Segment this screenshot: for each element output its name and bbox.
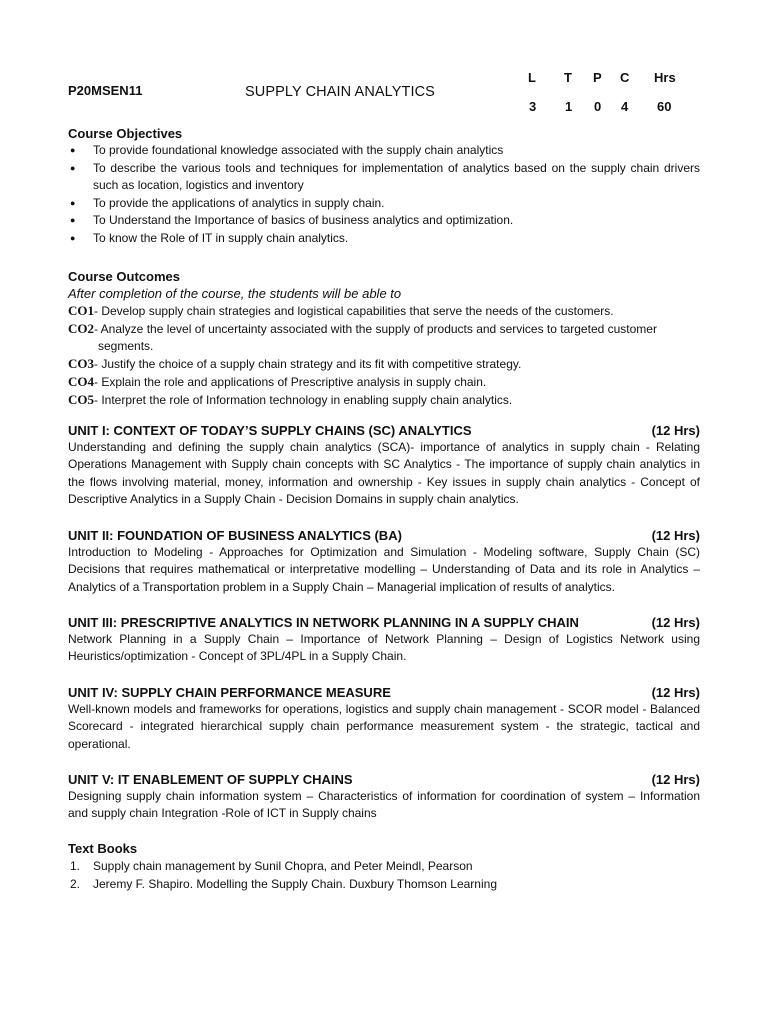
course-title: SUPPLY CHAIN ANALYTICS bbox=[245, 84, 435, 100]
unit-hours: (12 Hrs) bbox=[651, 772, 700, 787]
unit-header bbox=[68, 614, 700, 631]
outcome-code: CO4 bbox=[68, 374, 94, 389]
unit-body: Designing supply chain information system – Characteristics of information for coordination of system – Information and supply chain Integration -Role of ICT in Supply chains bbox=[68, 789, 700, 821]
text-books-section bbox=[68, 840, 700, 893]
unit-hours: (12 Hrs) bbox=[651, 615, 700, 630]
outcome-item bbox=[68, 355, 700, 373]
unit-title: UNIT III: PRESCRIPTIVE ANALYTICS IN NETWORK PLANNING IN A SUPPLY CHAIN bbox=[68, 615, 579, 630]
outcome-code: CO5 bbox=[68, 392, 94, 407]
unit-1-section bbox=[68, 422, 700, 508]
outcome-item bbox=[68, 391, 700, 409]
ltpc-value-p: 0 bbox=[594, 99, 602, 114]
unit-2-section bbox=[68, 527, 700, 596]
course-code: P20MSEN11 bbox=[68, 83, 143, 98]
objective-text: To provide foundational knowledge associated with the supply chain analytics bbox=[93, 143, 504, 157]
outcomes-heading: Course Outcomes bbox=[68, 269, 180, 284]
outcome-text: - Analyze the level of uncertainty associated with the supply of products and services to targeted customer bbox=[94, 322, 657, 336]
objective-item bbox=[68, 195, 700, 213]
objective-item bbox=[68, 230, 700, 248]
ltpc-label-t: T bbox=[564, 70, 572, 85]
textbook-item bbox=[68, 857, 700, 875]
unit-5-section bbox=[68, 771, 700, 823]
unit-hours: (12 Hrs) bbox=[651, 685, 700, 700]
course-outcomes-section bbox=[68, 268, 700, 409]
unit-body: Network Planning in a Supply Chain – Importance of Network Planning – Design of Logistics Network using Heuristics/optimization - Concept of 3PL/4PL in a Supply Chain. bbox=[68, 632, 700, 664]
unit-body: Understanding and defining the supply chain analytics (SCA)- importance of analytics in supply chain - Relating Operations Management with Supply chain concepts with SC Analytics - The importance of supply chain analytics in the flows involving material, money, information and ownership - Key issues in supply chain analytics - Concept of Descriptive Analytics in a Supply Chain - Decision Domains in supply chain analytics. bbox=[68, 440, 700, 506]
bullet-icon: ● bbox=[70, 232, 76, 243]
objective-text: To know the Role of IT in supply chain analytics. bbox=[93, 230, 349, 245]
textbook-text: Jeremy F. Shapiro. Modelling the Supply Chain. Duxbury Thomson Learning bbox=[93, 877, 497, 891]
bullet-icon: ● bbox=[70, 197, 76, 208]
objective-item bbox=[68, 142, 700, 160]
outcome-text: - Develop supply chain strategies and logistical capabilities that serve the needs of the customers. bbox=[94, 304, 614, 318]
ltpc-label-l: L bbox=[528, 70, 536, 85]
textbooks-heading: Text Books bbox=[68, 841, 138, 856]
unit-4-section bbox=[68, 684, 700, 753]
outcome-text: - Justify the choice of a supply chain strategy and its fit with competitive strategy. bbox=[94, 357, 522, 371]
outcome-text: - Explain the role and applications of Prescriptive analysis in supply chain. bbox=[94, 375, 487, 389]
unit-hours: (12 Hrs) bbox=[651, 528, 700, 543]
ltpc-value-hrs: 60 bbox=[657, 99, 672, 114]
unit-header bbox=[68, 684, 700, 701]
objective-item bbox=[68, 212, 700, 230]
unit-title: UNIT V: IT ENABLEMENT OF SUPPLY CHAINS bbox=[68, 772, 353, 787]
outcome-item bbox=[68, 302, 700, 320]
outcome-code: CO3 bbox=[68, 356, 94, 371]
unit-title: UNIT I: CONTEXT OF TODAY’S SUPPLY CHAINS (SC) ANALYTICS bbox=[68, 423, 472, 438]
unit-hours: (12 Hrs) bbox=[651, 423, 700, 438]
bullet-icon: ● bbox=[70, 162, 76, 173]
bullet-icon: ● bbox=[70, 145, 76, 155]
unit-body: Well-known models and frameworks for operations, logistics and supply chain management - SCOR model - Balanced Scorecard - integrated hierarchical supply chain performance measurement system - the strategic, tactical and operational. bbox=[68, 702, 700, 751]
outcome-text-continued: segments. bbox=[98, 339, 154, 353]
textbook-text: Supply chain management by Sunil Chopra, and Peter Meindl, Pearson bbox=[93, 859, 473, 873]
objectives-heading: Course Objectives bbox=[68, 126, 183, 141]
textbooks-list bbox=[68, 857, 700, 893]
unit-3-section bbox=[68, 614, 700, 666]
unit-header bbox=[68, 527, 700, 544]
unit-body: Introduction to Modeling - Approaches for Optimization and Simulation - Modeling software, Supply Chain (SC) Decisions that requires mathematical or interpretative modelling – Understanding of Data and its role in Analytics – Analytics of a Transportation problem in a Supply Chain – Managerial implication of results of analytics. bbox=[68, 545, 700, 594]
outcomes-intro: After completion of the course, the students will be able to bbox=[68, 286, 402, 301]
outcome-code: CO2 bbox=[68, 321, 94, 336]
objective-text: To describe the various tools and techniques for implementation of analytics based on the supply chain drivers such as location, logistics and inventory bbox=[93, 160, 700, 192]
bullet-icon: ● bbox=[70, 215, 76, 225]
objective-item bbox=[68, 160, 700, 195]
objectives-list bbox=[68, 142, 700, 247]
unit-header bbox=[68, 422, 700, 439]
unit-title: UNIT IV: SUPPLY CHAIN PERFORMANCE MEASURE bbox=[68, 685, 391, 700]
ltpc-label-c: C bbox=[620, 70, 630, 85]
ltpc-value-c: 4 bbox=[621, 99, 629, 114]
ltpc-label-hrs: Hrs bbox=[654, 70, 676, 85]
objective-text: To provide the applications of analytics in supply chain. bbox=[93, 195, 385, 210]
ltpc-value-t: 1 bbox=[565, 99, 573, 114]
unit-title: UNIT II: FOUNDATION OF BUSINESS ANALYTICS (BA) bbox=[68, 528, 402, 543]
outcome-item bbox=[68, 320, 700, 355]
ltpc-value-l: 3 bbox=[529, 99, 537, 114]
unit-header bbox=[68, 771, 700, 788]
textbook-number: 1. bbox=[70, 859, 81, 873]
course-objectives-section bbox=[68, 125, 700, 247]
textbook-item bbox=[68, 875, 700, 893]
outcome-item bbox=[68, 373, 700, 391]
objective-text: To Understand the Importance of basics of business analytics and optimization. bbox=[93, 213, 514, 227]
textbook-number: 2. bbox=[70, 877, 81, 891]
outcome-text: - Interpret the role of Information technology in enabling supply chain analytics. bbox=[94, 393, 513, 407]
ltpc-label-p: P bbox=[593, 70, 602, 85]
outcome-code: CO1 bbox=[68, 303, 94, 318]
